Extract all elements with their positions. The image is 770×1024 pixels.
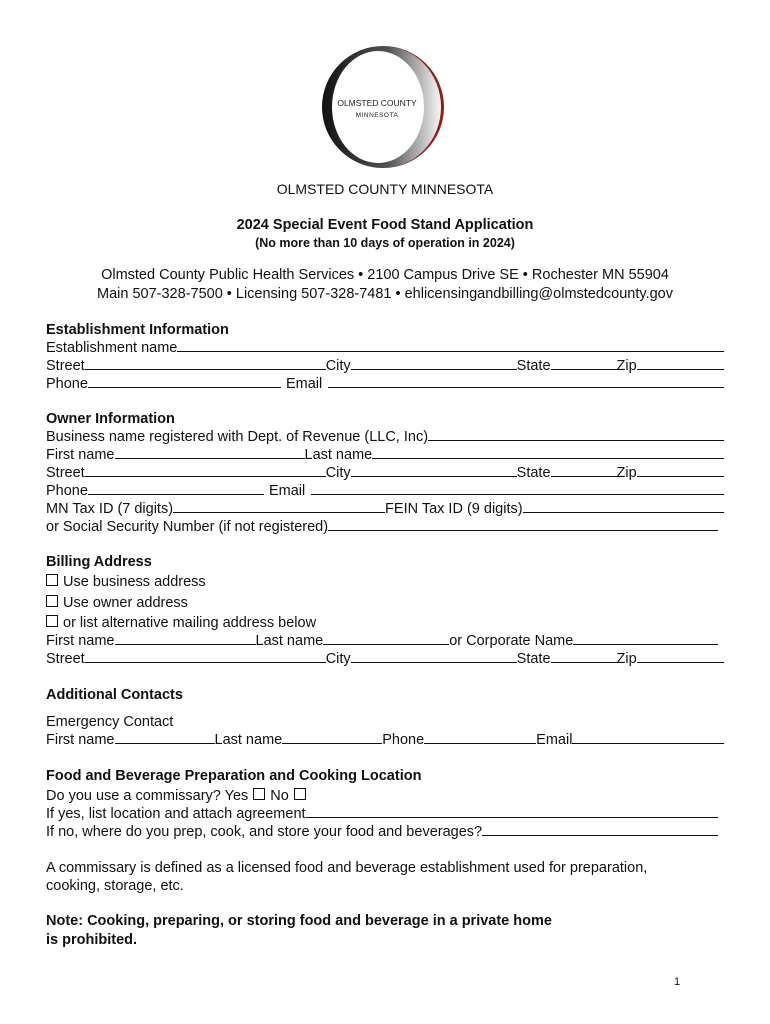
establishment-name-field[interactable]: [177, 351, 724, 352]
city-label: City: [325, 358, 351, 374]
last-name-field[interactable]: [323, 644, 449, 645]
ssn-label: or Social Security Number (if not registered): [46, 519, 329, 535]
billing-option-business[interactable]: [46, 574, 206, 590]
page-number: 1: [674, 976, 681, 988]
zip-field[interactable]: [637, 369, 724, 370]
commissary-definition-line2: cooking, storage, etc.: [46, 878, 184, 894]
last-name-label: Last name: [214, 732, 283, 748]
option-label: or list alternative mailing address below: [63, 615, 317, 631]
last-name-field[interactable]: [282, 743, 382, 744]
emergency-contact-label: Emergency Contact: [46, 714, 174, 730]
zip-field[interactable]: [637, 662, 724, 663]
first-name-label: First name: [46, 732, 115, 748]
phone-field[interactable]: [88, 387, 281, 388]
first-name-field[interactable]: [115, 743, 215, 744]
prep-location-field[interactable]: [482, 835, 718, 836]
phone-label: Phone: [46, 483, 88, 499]
zip-field[interactable]: [637, 476, 724, 477]
no-checkbox[interactable]: [294, 788, 306, 800]
yes-checkbox[interactable]: [253, 788, 265, 800]
commissary-question-row: [46, 788, 311, 804]
street-label: Street: [46, 651, 85, 667]
first-name-label: First name: [46, 633, 115, 649]
state-label: State: [516, 465, 551, 481]
state-field[interactable]: [551, 369, 617, 370]
mn-tax-label: MN Tax ID (7 digits): [46, 501, 174, 517]
email-field[interactable]: [328, 387, 724, 388]
form-subtitle: (No more than 10 days of operation in 2024): [255, 236, 515, 250]
checkbox[interactable]: [46, 615, 58, 627]
logo-line2: MINNESOTA: [355, 112, 399, 119]
phone-label: Phone: [382, 732, 425, 748]
if-no-label: If no, where do you prep, cook, and store your food and beverages?: [46, 824, 483, 840]
zip-label: Zip: [616, 358, 637, 374]
commissary-definition-line1: A commissary is defined as a licensed food and beverage establishment used for preparation,: [46, 860, 648, 876]
city-field[interactable]: [351, 476, 517, 477]
phone-field[interactable]: [424, 743, 536, 744]
owner-ssn-row: [46, 519, 724, 535]
phone-field[interactable]: [88, 494, 264, 495]
street-field[interactable]: [85, 369, 326, 370]
state-field[interactable]: [551, 662, 617, 663]
billing-heading: Billing Address: [46, 554, 152, 570]
owner-phone-row: [46, 483, 724, 499]
contacts-heading: Additional Contacts: [46, 687, 183, 703]
city-field[interactable]: [351, 369, 517, 370]
logo-ring-graphic: [320, 44, 446, 170]
state-label: State: [516, 651, 551, 667]
state-field[interactable]: [551, 476, 617, 477]
owner-tax-row: [46, 501, 724, 517]
owner-address-row: [46, 465, 724, 481]
option-label: Use owner address: [63, 595, 188, 611]
state-label: State: [516, 358, 551, 374]
option-label: Use business address: [63, 574, 206, 590]
commissary-location-field[interactable]: [306, 817, 718, 818]
org-name: OLMSTED COUNTY MINNESOTA: [276, 181, 494, 197]
email-label: Email: [536, 732, 573, 748]
email-label: Email: [268, 483, 306, 499]
street-field[interactable]: [85, 662, 326, 663]
first-name-label: First name: [46, 447, 115, 463]
note-line1: Note: Cooking, preparing, or storing food and beverage in a private home: [46, 913, 552, 929]
owner-business-row: [46, 429, 724, 445]
city-field[interactable]: [351, 662, 517, 663]
form-title: 2024 Special Event Food Stand Application: [236, 217, 534, 233]
city-label: City: [325, 465, 351, 481]
checkbox[interactable]: [46, 574, 58, 586]
commissary-yes-row: [46, 806, 724, 822]
phone-label: Phone: [46, 376, 88, 392]
zip-label: Zip: [616, 465, 637, 481]
owner-heading: Owner Information: [46, 411, 175, 427]
commissary-question: Do you use a commissary? Yes: [46, 788, 249, 804]
fein-label: FEIN Tax ID (9 digits): [385, 501, 523, 517]
establishment-phone-row: [46, 376, 724, 392]
emergency-contact-row: [46, 732, 724, 748]
if-yes-label: If yes, list location and attach agreement: [46, 806, 306, 822]
billing-address-row: [46, 651, 724, 667]
business-name-field[interactable]: [428, 440, 724, 441]
county-logo: [320, 44, 446, 170]
logo-line1: OLMSTED COUNTY: [337, 98, 417, 108]
billing-name-row: [46, 633, 724, 649]
last-name-label: Last name: [255, 633, 324, 649]
billing-option-alternative[interactable]: [46, 615, 316, 631]
ssn-field[interactable]: [328, 530, 718, 531]
mn-tax-field[interactable]: [173, 512, 385, 513]
email-field[interactable]: [311, 494, 724, 495]
establishment-name-row: [46, 340, 724, 356]
last-name-label: Last name: [304, 447, 373, 463]
owner-name-row: [46, 447, 724, 463]
last-name-field[interactable]: [372, 458, 724, 459]
note-line2: is prohibited.: [46, 932, 138, 948]
establishment-name-label: Establishment name: [46, 340, 178, 356]
zip-label: Zip: [616, 651, 637, 667]
email-label: Email: [285, 376, 323, 392]
commissary-no-row: [46, 824, 724, 840]
street-label: Street: [46, 465, 85, 481]
city-label: City: [325, 651, 351, 667]
first-name-field[interactable]: [115, 458, 305, 459]
address-line: Olmsted County Public Health Services • 2100 Campus Drive SE • Rochester MN 55904: [101, 267, 669, 283]
establishment-heading: Establishment Information: [46, 322, 229, 338]
no-label: No: [270, 788, 289, 804]
business-name-label: Business name registered with Dept. of Revenue (LLC, Inc): [46, 429, 429, 445]
first-name-field[interactable]: [115, 644, 256, 645]
street-label: Street: [46, 358, 85, 374]
establishment-address-row: [46, 358, 724, 374]
street-field[interactable]: [85, 476, 326, 477]
checkbox[interactable]: [46, 595, 58, 607]
contact-line: Main 507-328-7500 • Licensing 507-328-7481 • ehlicensingandbilling@olmstedcounty.gov: [97, 286, 673, 302]
prep-heading: Food and Beverage Preparation and Cooking Location: [46, 768, 422, 784]
corporate-name-field[interactable]: [573, 644, 718, 645]
fein-field[interactable]: [523, 512, 724, 513]
email-field[interactable]: [572, 743, 724, 744]
billing-option-owner[interactable]: [46, 595, 188, 611]
corporate-name-label: or Corporate Name: [449, 633, 574, 649]
